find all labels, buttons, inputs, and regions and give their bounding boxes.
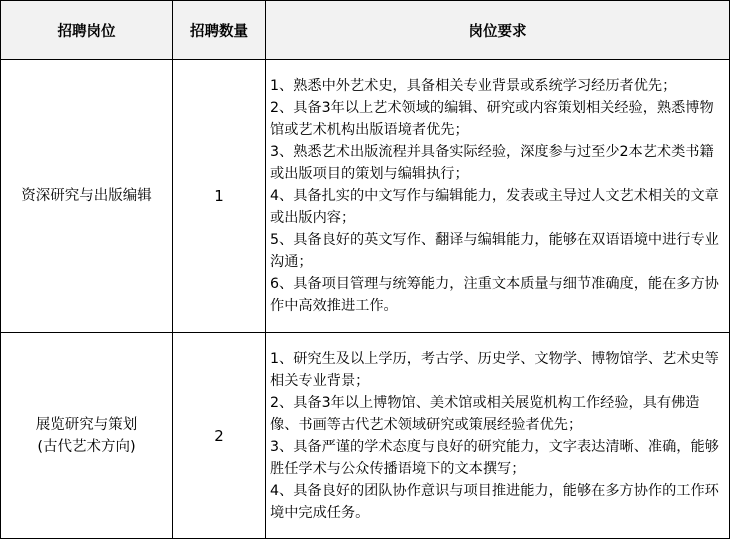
requirement-item: 3、熟悉艺术出版流程并具备实际经验，深度参与过至少2本艺术类书籍或出版项目的策划与编辑执行；	[270, 144, 714, 182]
requirement-item: 4、具备良好的团队协作意识与项目推进能力，能够在多方协作的工作环境中完成任务。	[270, 482, 719, 521]
position-title: 展览研究与策划	[35, 416, 138, 433]
position-subtitle: (古代艺术方向)	[37, 438, 136, 455]
requirements-cell	[266, 60, 730, 333]
requirement-item: 3、具备严谨的学术态度与良好的研究能力，文字表达清晰、准确，能够胜任学术与公众传播语境下的文本撰写；	[270, 438, 719, 477]
table-row	[1, 60, 730, 333]
requirement-item: 1、熟悉中外艺术史，具备相关专业背景或系统学习经历者优先；	[270, 78, 677, 94]
count-cell: 1	[173, 60, 266, 333]
position-cell	[1, 60, 173, 333]
header-position: 招聘岗位	[1, 1, 173, 60]
header-requirements: 岗位要求	[266, 1, 730, 60]
table-row	[1, 333, 730, 539]
count-cell: 2	[173, 333, 266, 539]
header-row	[1, 1, 730, 60]
requirement-item: 2、具备3年以上博物馆、美术馆或相关展览机构工作经验，具有佛造像、书画等古代艺术领域研究或策展经验者优先；	[270, 394, 700, 433]
requirements-cell	[266, 333, 730, 539]
requirement-item: 6、具备项目管理与统筹能力，注重文本质量与细节准确度，能在多方协作中高效推进工作。	[270, 276, 719, 314]
requirement-item: 5、具备良好的英文写作、翻译与编辑能力，能够在双语语境中进行专业沟通；	[270, 232, 719, 270]
requirement-item: 4、具备扎实的中文写作与编辑能力，发表或主导过人文艺术相关的文章或出版内容；	[270, 188, 719, 226]
position-cell	[1, 333, 173, 539]
position-title: 资深研究与出版编辑	[21, 188, 152, 204]
requirement-item: 2、具备3年以上艺术领域的编辑、研究或内容策划相关经验，熟悉博物馆或艺术机构出版语境者优先；	[270, 100, 714, 138]
header-count: 招聘数量	[173, 1, 266, 60]
requirement-item: 1、研究生及以上学历，考古学、历史学、文物学、博物馆学、艺术史等相关专业背景；	[270, 350, 719, 389]
